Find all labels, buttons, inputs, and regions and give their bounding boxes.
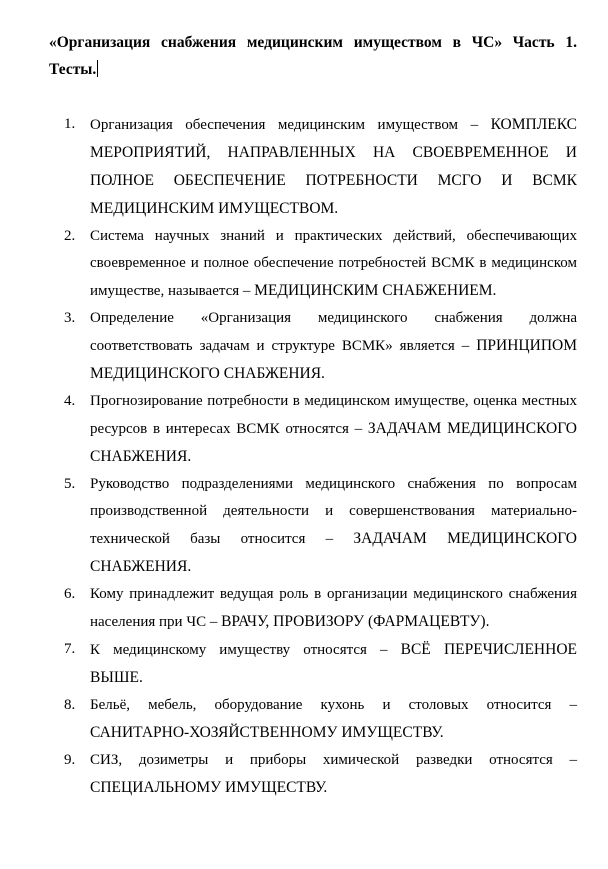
item-question: СИЗ, дозиметры и приборы химической разведки относятся – xyxy=(90,752,577,768)
item-number: 2. xyxy=(64,228,76,244)
list-item xyxy=(0,388,608,471)
item-number: 9. xyxy=(64,752,76,768)
list-item xyxy=(0,471,608,581)
item-number: 7. xyxy=(64,641,76,657)
item-answer: САНИТАРНО-ХОЗЯЙСТВЕННОМУ ИМУЩЕСТВУ. xyxy=(90,724,444,741)
item-number: 8. xyxy=(64,697,76,713)
item-question: Прогнозирование потребности в медицинском имуществе, оценка местных ресурсов в интересах ВСМК относятся – xyxy=(90,393,577,437)
item-question: Определение «Организация медицинского снабжения должна соответствовать задачам и структуре ВСМК» является – xyxy=(90,310,577,354)
question-list xyxy=(0,111,608,802)
item-answer: ВСЁ ПЕРЕЧИСЛЕННОЕ ВЫШЕ. xyxy=(90,641,577,686)
item-text xyxy=(90,471,577,581)
list-item xyxy=(0,747,608,802)
item-question: К медицинскому имуществу относятся – xyxy=(90,642,401,658)
item-answer: ЗАДАЧАМ МЕДИЦИНСКОГО СНАБЖЕНИЯ. xyxy=(90,530,577,575)
item-text xyxy=(90,636,577,692)
list-item xyxy=(0,636,608,692)
item-text xyxy=(90,747,577,802)
list-item xyxy=(0,223,608,305)
item-text xyxy=(90,223,577,305)
document-title xyxy=(49,29,577,83)
item-number: 4. xyxy=(64,393,76,409)
item-question: Система научных знаний и практических действий, обеспечивающих своевременное и полное обеспечение потребностей ВСМК в медицинском имуществе, называется – xyxy=(90,228,577,299)
list-item xyxy=(0,305,608,388)
item-number: 3. xyxy=(64,310,76,326)
list-item xyxy=(0,581,608,636)
item-answer: ЗАДАЧАМ МЕДИЦИНСКОГО СНАБЖЕНИЯ. xyxy=(90,420,577,465)
item-number: 6. xyxy=(64,586,76,602)
item-question: Бельё, мебель, оборудование кухонь и столовых относится – xyxy=(90,697,577,713)
item-text xyxy=(90,581,577,636)
item-question: Организация обеспечения медицинским имуществом – xyxy=(90,117,491,133)
item-question: Руководство подразделениями медицинского снабжения по вопросам производственной деятельности и совершенствования материально-технической базы относится – xyxy=(90,476,577,547)
document-title-text: «Организация снабжения медицинским имуществом в ЧС» Часть 1. Тесты. xyxy=(49,34,577,78)
list-item xyxy=(0,111,608,223)
item-text xyxy=(90,305,577,388)
item-number: 5. xyxy=(64,476,76,492)
item-text xyxy=(90,692,577,747)
item-text xyxy=(90,388,577,471)
item-number: 1. xyxy=(64,116,76,132)
item-answer: ВРАЧУ, ПРОВИЗОРУ (ФАРМАЦЕВТУ). xyxy=(221,613,490,630)
item-answer: КОМПЛЕКС МЕРОПРИЯТИЙ, НАПРАВЛЕННЫХ НА СВОЕВРЕМЕННОЕ И ПОЛНОЕ ОБЕСПЕЧЕНИЕ ПОТРЕБНОСТИ МСГО И ВСМК МЕДИЦИНСКИМ ИМУЩЕСТВОМ. xyxy=(90,116,577,217)
list-item xyxy=(0,692,608,747)
item-answer: ПРИНЦИПОМ МЕДИЦИНСКОГО СНАБЖЕНИЯ. xyxy=(90,337,577,382)
item-answer: СПЕЦИАЛЬНОМУ ИМУЩЕСТВУ. xyxy=(90,779,328,796)
item-text xyxy=(90,111,577,223)
item-question: Кому принадлежит ведущая роль в организации медицинского снабжения населения при ЧС – xyxy=(90,586,577,630)
text-cursor xyxy=(97,60,98,77)
item-answer: МЕДИЦИНСКИМ СНАБЖЕНИЕМ. xyxy=(254,282,497,299)
